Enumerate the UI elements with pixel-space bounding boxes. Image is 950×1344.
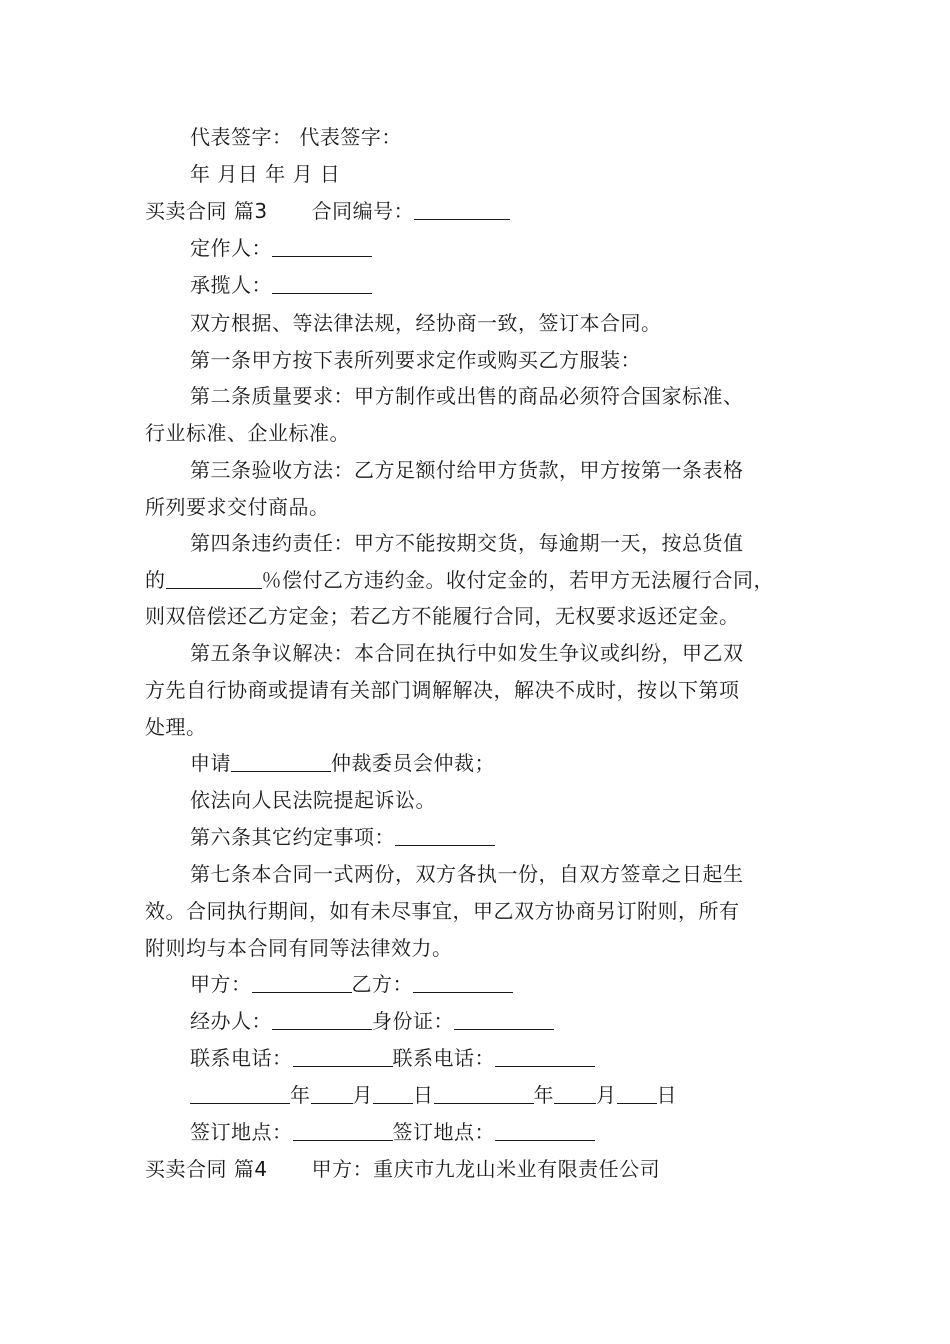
court-text: 依法向人民法院提起诉讼。 [190, 788, 436, 812]
signing-place-blank-1 [293, 1118, 393, 1141]
day-label-2: 日 [656, 1083, 677, 1107]
phone-blank-1 [293, 1044, 393, 1067]
year-label-1: 年 [290, 1083, 311, 1107]
orderer-line [190, 230, 830, 267]
article-2-line-1 [190, 378, 830, 415]
article-6 [190, 819, 830, 856]
article-7-text-2: 效。合同执行期间，如有未尽事宜，甲乙双方协商另订附则，所有 [145, 899, 740, 923]
phone-label-2: 联系电话： [392, 1046, 495, 1070]
representative-signature-line [190, 119, 830, 156]
intro-text: 双方根据、等法律法规，经协商一致，签订本合同。 [190, 311, 662, 335]
article-5-line-3 [145, 709, 825, 746]
contract-number-label: 合同编号： [311, 199, 415, 223]
month-label-1: 月 [352, 1083, 373, 1107]
contractor-line [190, 267, 830, 304]
representative-signature-text: 代表签字： 代表签字： [190, 125, 402, 149]
signing-place-blank-2 [495, 1118, 595, 1141]
article-5-line-2 [145, 672, 825, 709]
article-4-line-2 [145, 562, 825, 599]
article-3-text-1: 第三条验收方法：乙方足额付给甲方货款，甲方按第一条表格 [190, 458, 744, 482]
month-blank-2 [554, 1081, 596, 1104]
article-1-text: 第一条甲方按下表所列要求定作或购买乙方服装： [190, 348, 641, 372]
section-4-heading-line [145, 1151, 825, 1188]
article-5-text-2: 方先自行协商或提请有关部门调解解决，解决不成时，按以下第项 [145, 678, 740, 702]
phone-label-1: 联系电话： [190, 1046, 293, 1070]
article-4-text-3: 则双倍偿还乙方定金；若乙方不能履行合同，无权要求返还定金。 [145, 604, 740, 628]
article-3-line-1 [190, 452, 830, 489]
article-4-text-1: 第四条违约责任：甲方不能按期交货，每逾期一天，按总货值 [190, 531, 744, 555]
day-blank-2 [617, 1081, 657, 1104]
arbitration-text-1: 申请 [190, 751, 231, 775]
article-5-line-1 [190, 635, 830, 672]
signature-date-text: 年 月日 年 月 日 [190, 162, 341, 186]
article-7-line-1 [190, 856, 830, 893]
arbitration-text-2: 仲裁委员会仲裁； [331, 751, 495, 775]
phone-line [190, 1040, 830, 1077]
id-card-blank [454, 1007, 554, 1030]
signature-date-line [190, 156, 830, 193]
article-4-line-1 [190, 525, 830, 562]
section-3-title: 买卖合同 篇3 [145, 199, 268, 223]
day-label-1: 日 [413, 1083, 434, 1107]
court-line [190, 782, 830, 819]
arbitration-blank [231, 749, 331, 772]
article-5-text-3: 处理。 [145, 715, 207, 739]
arbitration-line [190, 745, 830, 782]
article-2-line-2 [145, 415, 825, 452]
contractor-blank [272, 271, 372, 294]
article-4-line-3 [145, 598, 825, 635]
article-2-text-2: 行业标准、企业标准。 [145, 421, 350, 445]
id-card-label: 身份证： [372, 1009, 454, 1033]
year-blank-2 [434, 1081, 534, 1104]
other-matters-blank [395, 823, 495, 846]
orderer-label: 定作人： [190, 236, 272, 260]
article-7-text-1: 第七条本合同一式两份，双方各执一份，自双方签章之日起生 [190, 862, 744, 886]
article-7-line-3 [145, 930, 825, 967]
article-5-text-1: 第五条争议解决：本合同在执行中如发生争议或纠纷，甲乙双 [190, 641, 744, 665]
handler-blank [272, 1007, 372, 1030]
year-label-2: 年 [533, 1083, 554, 1107]
penalty-percent-blank [166, 566, 262, 589]
parties-line [190, 966, 830, 1003]
day-blank-1 [373, 1081, 413, 1104]
article-2-text-1: 第二条质量要求：甲方制作或出售的商品必须符合国家标准、 [190, 384, 744, 408]
month-label-2: 月 [596, 1083, 617, 1107]
intro-paragraph [190, 305, 830, 342]
article-7-line-2 [145, 893, 825, 930]
signing-place-label-2: 签订地点： [392, 1120, 495, 1144]
party-b-label: 乙方： [351, 972, 413, 996]
article-6-text: 第六条其它约定事项： [190, 825, 395, 849]
section-4-party-a: 甲方：重庆市九龙山米业有限责任公司 [311, 1157, 661, 1181]
article-4-text-2a: 的 [145, 568, 166, 592]
party-a-label: 甲方： [190, 972, 252, 996]
article-4-text-2b: ％偿付乙方违约金。收付定金的，若甲方无法履行合同， [261, 568, 774, 592]
contractor-label: 承揽人： [190, 273, 272, 297]
year-blank-1 [190, 1081, 290, 1104]
contract-number-blank [414, 197, 510, 220]
section-4-title: 买卖合同 篇4 [145, 1157, 268, 1181]
handler-line [190, 1003, 830, 1040]
month-blank-1 [311, 1081, 353, 1104]
signing-place-label-1: 签订地点： [190, 1120, 293, 1144]
handler-label: 经办人： [190, 1009, 272, 1033]
phone-blank-2 [495, 1044, 595, 1067]
party-a-blank [252, 970, 352, 993]
signing-place-line [190, 1114, 830, 1151]
orderer-blank [272, 234, 372, 257]
date-blanks-line [190, 1077, 830, 1114]
article-3-text-2: 所列要求交付商品。 [145, 495, 330, 519]
article-3-line-2 [145, 489, 825, 526]
article-1 [190, 342, 830, 379]
party-b-blank [413, 970, 513, 993]
article-7-text-3: 附则均与本合同有同等法律效力。 [145, 936, 453, 960]
section-3-heading-line [145, 193, 825, 230]
